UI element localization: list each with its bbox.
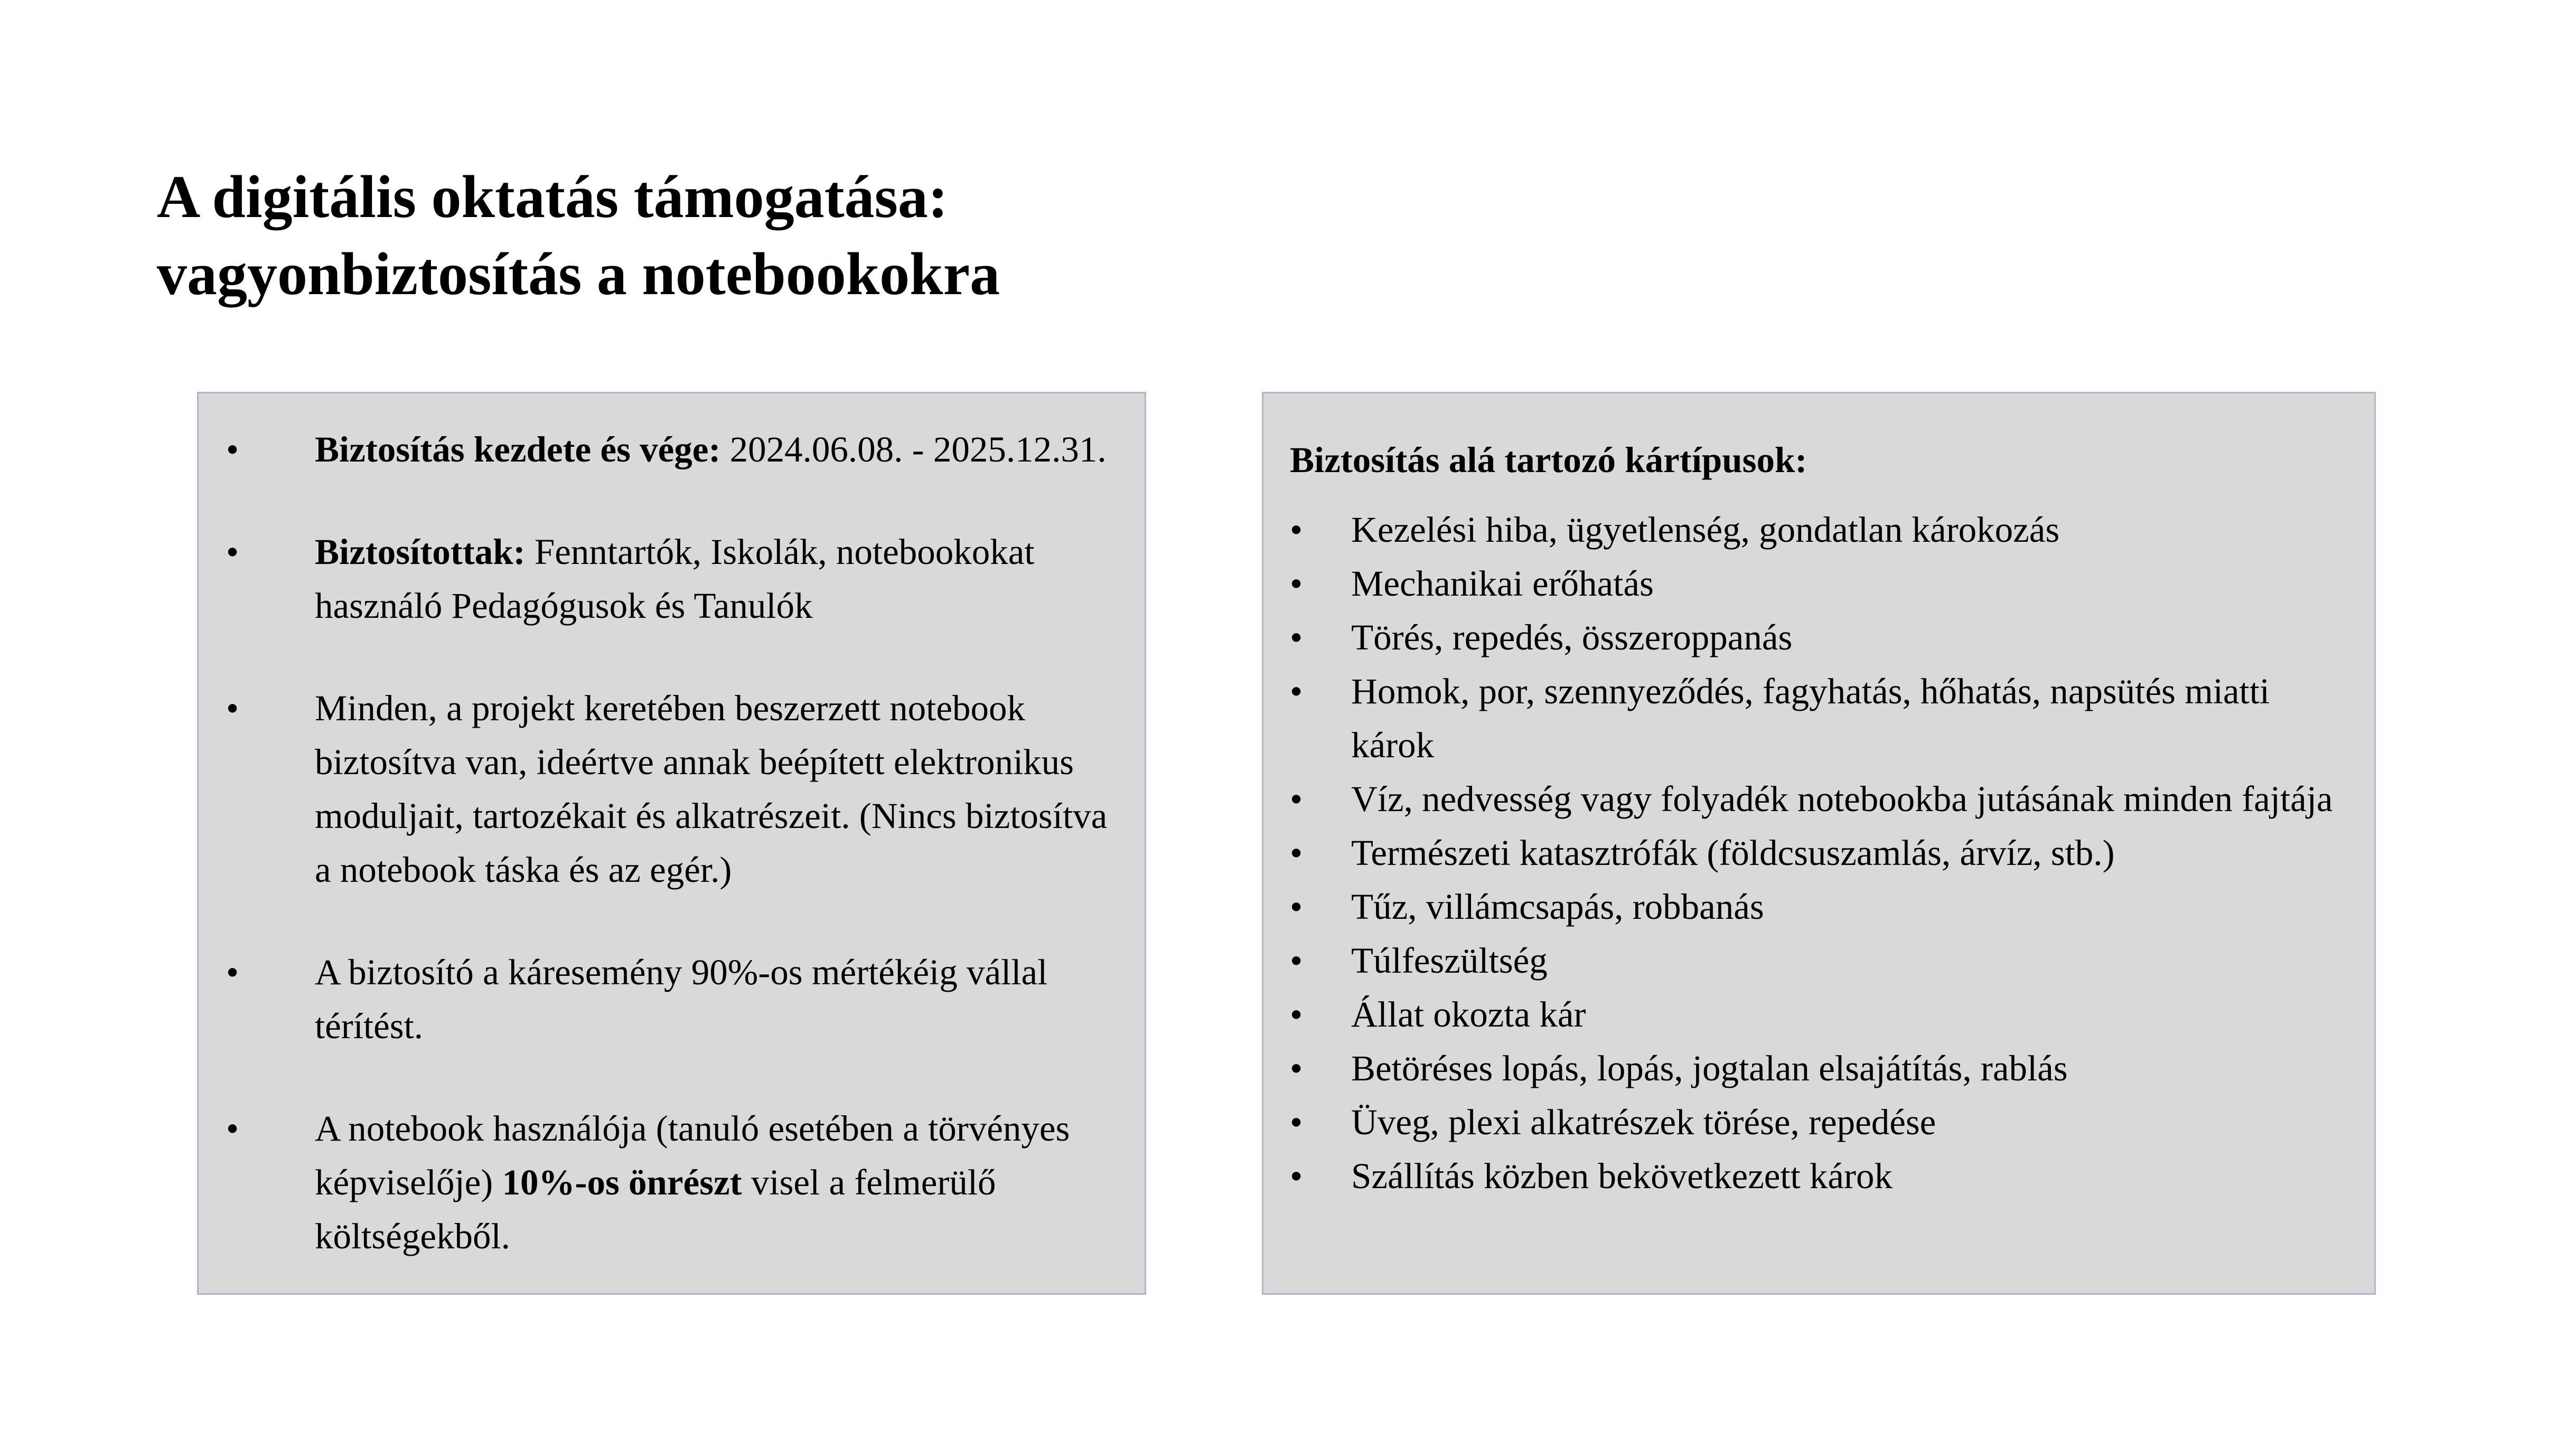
bullet-icon: • [1290, 940, 1303, 981]
bullet-icon: • [1290, 1048, 1303, 1088]
bullet-icon: • [1290, 617, 1303, 657]
bullet-icon: • [226, 429, 239, 469]
damage-type-label: Állat okozta kár [1351, 994, 1586, 1034]
deductible-text-post: visel a felmerülő költségekből. [315, 1162, 996, 1256]
policy-details-panel [197, 392, 1146, 1295]
damage-type-label: Túlfeszültség [1351, 940, 1548, 981]
damage-type-label: Üveg, plexi alkatrészek törése, repedése [1351, 1102, 1936, 1142]
damage-type-item [1290, 610, 2343, 664]
damage-type-item [1290, 880, 2343, 934]
bullet-icon: • [1290, 994, 1303, 1034]
deductible-amount: 10%-os önrészt [502, 1162, 742, 1202]
bullet-icon: • [1290, 833, 1303, 873]
damage-type-label: Törés, repedés, összeroppanás [1351, 617, 1793, 657]
damage-type-item [1290, 503, 2343, 557]
policy-details-list [226, 422, 1123, 1263]
deductible-text-pre: A notebook használója (tanuló esetében a törvényes képviselője) [315, 1108, 1070, 1202]
list-item [226, 945, 1123, 1053]
damage-type-label: Tűz, villámcsapás, robbanás [1351, 887, 1764, 927]
list-item [226, 681, 1123, 897]
damage-type-item [1290, 1149, 2343, 1203]
damage-type-item [1290, 557, 2343, 610]
bullet-icon: • [226, 532, 239, 572]
bullet-icon: • [226, 952, 239, 992]
damage-type-label: Víz, nedvesség vagy folyadék notebookba jutásának minden fajtája [1351, 779, 2333, 819]
damage-type-label: Szállítás közben bekövetkezett károk [1351, 1156, 1893, 1196]
page-title [157, 158, 1425, 313]
list-item [226, 422, 1123, 476]
damage-type-label: Homok, por, szennyeződés, fagyhatás, hőhatás, napsütés miatti károk [1351, 671, 2270, 765]
bullet-icon: • [1290, 563, 1303, 604]
policy-period-value: 2024.06.08. - 2025.12.31. [720, 429, 1107, 469]
list-item [226, 1102, 1123, 1263]
damage-type-item [1290, 664, 2343, 772]
insured-label: Biztosítottak: [315, 532, 526, 572]
damage-type-label: Mechanikai erőhatás [1351, 563, 1654, 604]
bullet-icon: • [1290, 510, 1303, 550]
bullet-icon: • [1290, 671, 1303, 711]
title-line-2: vagyonbiztosítás a notebookokra [157, 240, 1000, 307]
damage-type-item [1290, 826, 2343, 880]
damage-types-heading: Biztosítás alá tartozó kártípusok: [1290, 440, 1807, 480]
bullet-icon: • [226, 1108, 239, 1149]
policy-period-label: Biztosítás kezdete és vége: [315, 429, 721, 469]
damage-type-label: Kezelési hiba, ügyetlenség, gondatlan károkozás [1351, 510, 2060, 550]
bullet-icon: • [1290, 1156, 1303, 1196]
title-line-1: A digitális oktatás támogatása: [157, 163, 948, 230]
damage-type-item [1290, 934, 2343, 987]
bullet-icon: • [1290, 1102, 1303, 1142]
insured-value: Fenntartók, Iskolák, notebookokat használó Pedagógusok és Tanulók [315, 532, 1035, 626]
bullet-icon: • [226, 688, 239, 728]
list-item [226, 525, 1123, 633]
damage-type-item [1290, 1095, 2343, 1149]
damage-types-panel [1262, 392, 2376, 1295]
damage-type-label: Betöréses lopás, lopás, jogtalan elsajátítás, rablás [1351, 1048, 2068, 1088]
bullet-icon: • [1290, 887, 1303, 927]
damage-types-list [1290, 503, 2343, 1203]
bullet-icon: • [1290, 779, 1303, 819]
coverage-scope-text: Minden, a projekt keretében beszerzett notebook biztosítva van, ideértve annak beépített elektronikus moduljait, tartozékait és alkatrészeit. (Nincs biztosítva a notebook táska és az egér.) [315, 688, 1108, 890]
damage-type-item [1290, 987, 2343, 1041]
damage-type-item [1290, 1041, 2343, 1095]
compensation-text: A biztosító a káresemény 90%-os mértékéig vállal térítést. [315, 952, 1048, 1046]
damage-type-label: Természeti katasztrófák (földcsuszamlás, árvíz, stb.) [1351, 833, 2115, 873]
damage-type-item [1290, 772, 2343, 826]
